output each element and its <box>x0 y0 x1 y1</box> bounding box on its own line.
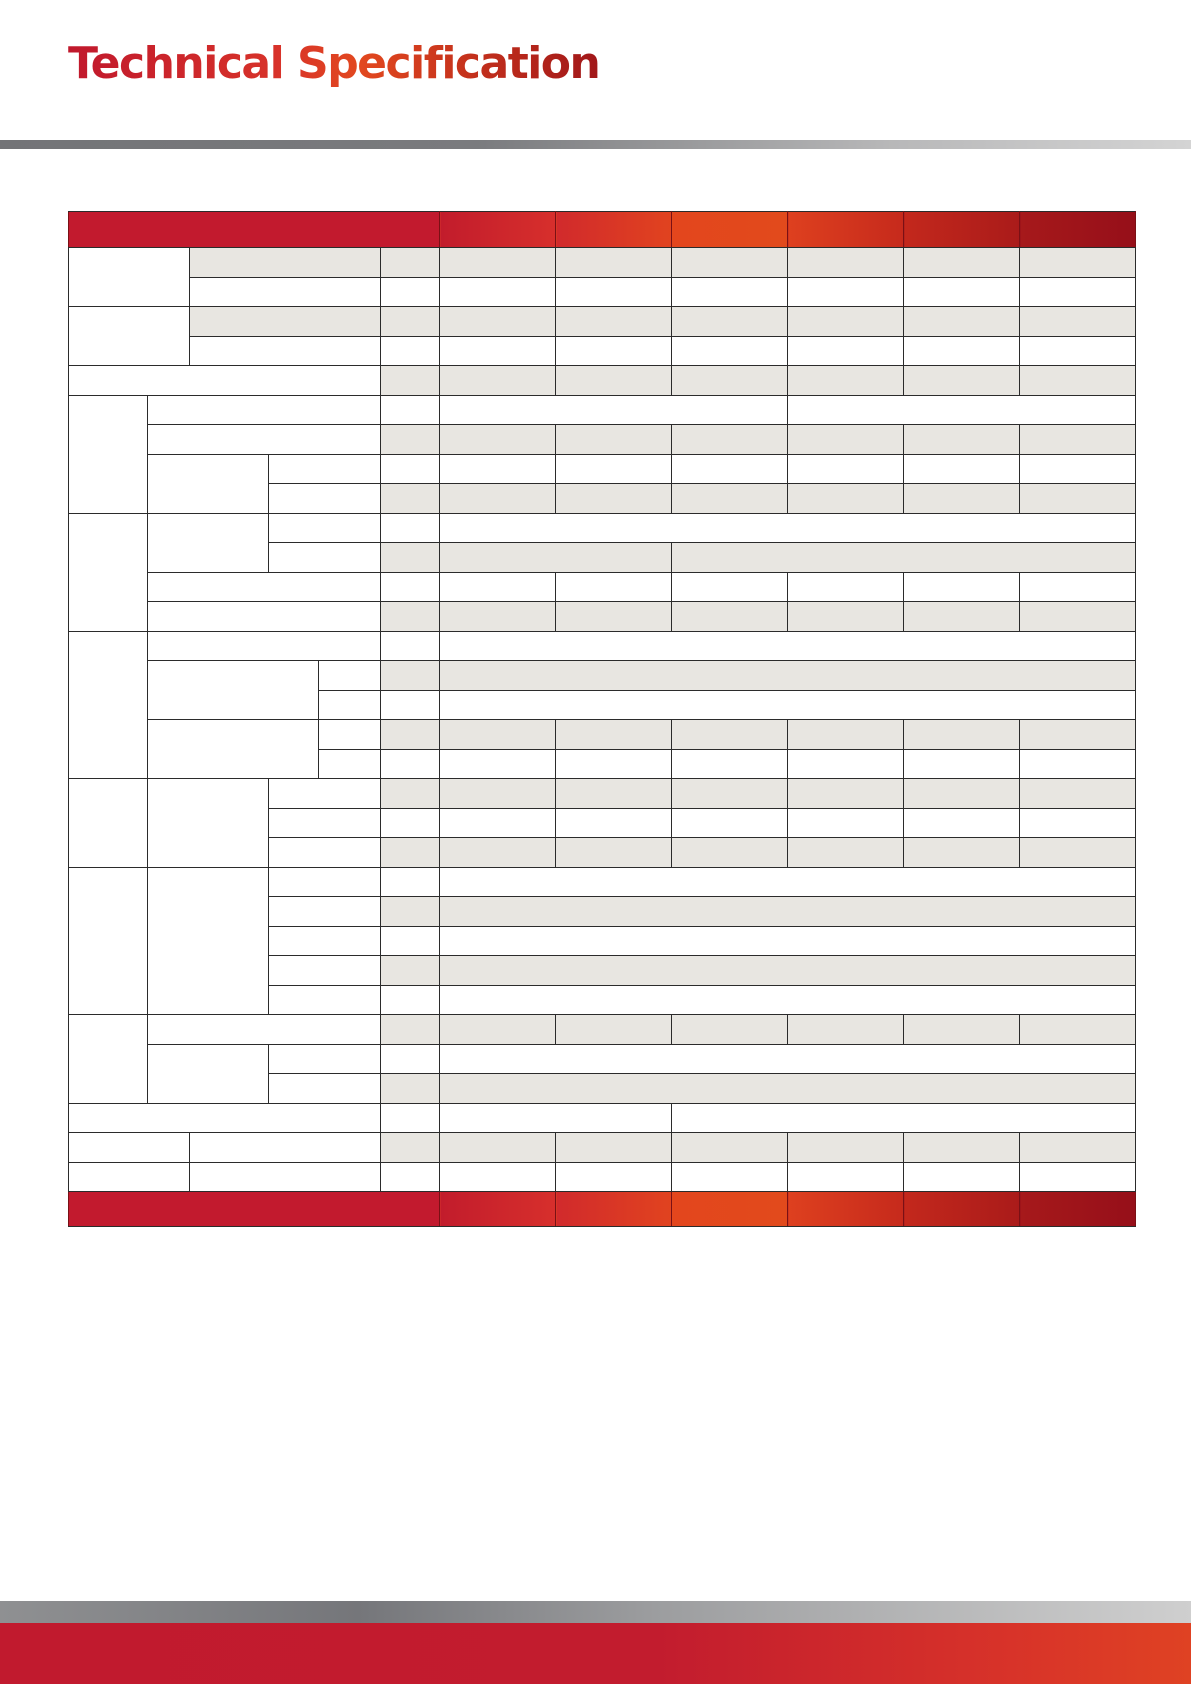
value-cell <box>440 248 556 278</box>
unit-cell <box>381 808 440 838</box>
unit-cell <box>381 956 440 986</box>
param-label-cell <box>148 631 381 661</box>
value-cell <box>556 454 672 484</box>
table-row <box>69 454 1136 484</box>
unit-cell <box>381 307 440 337</box>
table-row <box>69 572 1136 602</box>
value-cell <box>440 808 556 838</box>
unit-cell <box>381 277 440 307</box>
value-cell <box>556 838 672 868</box>
value-cell <box>672 749 788 779</box>
value-cell <box>556 1162 672 1192</box>
unit-cell <box>381 897 440 927</box>
value-cell <box>556 366 672 396</box>
param-label-cell <box>269 867 381 897</box>
subgroup-label-cell <box>148 779 269 868</box>
value-cell <box>788 336 904 366</box>
value-cell <box>904 366 1020 396</box>
unit-cell <box>381 1074 440 1104</box>
param-label-cell <box>148 395 381 425</box>
param-label-cell <box>190 1162 381 1192</box>
value-cell <box>440 1133 556 1163</box>
unit-cell <box>381 779 440 809</box>
value-cell <box>1020 838 1136 868</box>
value-cell <box>672 779 788 809</box>
table-row <box>69 307 1136 337</box>
table-row <box>69 661 1136 691</box>
value-cell <box>556 602 672 632</box>
value-cell <box>440 336 556 366</box>
param-label-cell <box>269 1044 381 1074</box>
spec-table <box>68 211 1136 1227</box>
value-cell <box>1020 277 1136 307</box>
param-label-cell <box>190 277 381 307</box>
table-row <box>69 1103 1136 1133</box>
value-cell <box>672 307 788 337</box>
param-label-cell <box>69 366 381 396</box>
value-cell <box>556 572 672 602</box>
value-cell <box>440 926 1136 956</box>
param-label-cell <box>190 1133 381 1163</box>
value-cell <box>556 307 672 337</box>
value-cell <box>672 366 788 396</box>
value-cell <box>1020 1015 1136 1045</box>
unit-cell <box>381 425 440 455</box>
subgroup-label-cell <box>148 661 319 720</box>
value-cell <box>440 277 556 307</box>
value-cell <box>904 1162 1020 1192</box>
value-cell <box>440 838 556 868</box>
value-cell <box>788 454 904 484</box>
param-label-cell <box>269 484 381 514</box>
footer-cell-label <box>69 1192 440 1227</box>
group-label-cell <box>69 779 148 868</box>
value-cell <box>904 484 1020 514</box>
value-cell <box>440 1103 672 1133</box>
param-label-cell <box>319 661 381 691</box>
param-label-cell <box>269 454 381 484</box>
param-label-cell <box>269 838 381 868</box>
value-cell <box>788 395 1136 425</box>
value-cell <box>904 425 1020 455</box>
value-cell <box>788 1015 904 1045</box>
group-label-cell <box>69 631 148 779</box>
unit-cell <box>381 838 440 868</box>
unit-cell <box>381 720 440 750</box>
group-label-cell <box>69 1162 190 1192</box>
subgroup-label-cell <box>148 867 269 1015</box>
value-cell <box>1020 366 1136 396</box>
header-cell-model <box>440 212 556 248</box>
unit-cell <box>381 1162 440 1192</box>
value-cell <box>556 779 672 809</box>
param-label-cell <box>269 779 381 809</box>
table-row <box>69 867 1136 897</box>
header-divider <box>0 140 1191 149</box>
unit-cell <box>381 336 440 366</box>
param-label-cell <box>69 1103 381 1133</box>
param-label-cell <box>148 425 381 455</box>
unit-cell <box>381 484 440 514</box>
table-row <box>69 1162 1136 1192</box>
param-label-cell <box>190 336 381 366</box>
table-header-row <box>69 212 1136 248</box>
value-cell <box>672 1015 788 1045</box>
value-cell <box>788 1162 904 1192</box>
group-label-cell <box>69 1015 148 1104</box>
group-label-cell <box>69 867 148 1015</box>
header-cell-model <box>788 212 904 248</box>
value-cell <box>556 808 672 838</box>
value-cell <box>904 749 1020 779</box>
value-cell <box>556 248 672 278</box>
value-cell <box>672 336 788 366</box>
value-cell <box>1020 307 1136 337</box>
value-cell <box>788 484 904 514</box>
value-cell <box>440 1074 1136 1104</box>
unit-cell <box>381 366 440 396</box>
table-footer-row <box>69 1192 1136 1227</box>
value-cell <box>556 336 672 366</box>
group-label-cell <box>69 248 190 307</box>
subgroup-label-cell <box>148 454 269 513</box>
param-label-cell <box>319 690 381 720</box>
value-cell <box>440 1044 1136 1074</box>
value-cell <box>440 867 1136 897</box>
value-cell <box>556 749 672 779</box>
param-label-cell <box>269 926 381 956</box>
value-cell <box>440 985 1136 1015</box>
unit-cell <box>381 1015 440 1045</box>
value-cell <box>904 1133 1020 1163</box>
value-cell <box>440 897 1136 927</box>
value-cell <box>672 248 788 278</box>
value-cell <box>904 779 1020 809</box>
value-cell <box>788 808 904 838</box>
footer-cell-model <box>672 1192 788 1227</box>
value-cell <box>440 720 556 750</box>
value-cell <box>672 1162 788 1192</box>
table-row <box>69 631 1136 661</box>
param-label-cell <box>269 1074 381 1104</box>
param-label-cell <box>269 956 381 986</box>
table-row <box>69 248 1136 278</box>
value-cell <box>440 779 556 809</box>
footer-cell-model <box>788 1192 904 1227</box>
value-cell <box>672 808 788 838</box>
value-cell <box>788 307 904 337</box>
value-cell <box>904 572 1020 602</box>
group-label-cell <box>69 395 148 513</box>
table-row <box>69 513 1136 543</box>
unit-cell <box>381 867 440 897</box>
value-cell <box>904 602 1020 632</box>
page-title: Technical Specification <box>68 34 599 94</box>
unit-cell <box>381 1103 440 1133</box>
unit-cell <box>381 661 440 691</box>
unit-cell <box>381 572 440 602</box>
value-cell <box>440 749 556 779</box>
value-cell <box>672 454 788 484</box>
value-cell <box>1020 1162 1136 1192</box>
value-cell <box>788 838 904 868</box>
unit-cell <box>381 395 440 425</box>
value-cell <box>672 543 1136 573</box>
group-label-cell <box>69 307 190 366</box>
value-cell <box>440 513 1136 543</box>
param-label-cell <box>269 985 381 1015</box>
subgroup-label-cell <box>148 513 269 572</box>
value-cell <box>1020 720 1136 750</box>
param-label-cell <box>148 572 381 602</box>
unit-cell <box>381 1044 440 1074</box>
footer-cell-model <box>1020 1192 1136 1227</box>
value-cell <box>1020 572 1136 602</box>
table-row <box>69 366 1136 396</box>
param-label-cell <box>319 749 381 779</box>
param-label-cell <box>190 248 381 278</box>
header-cell-model <box>672 212 788 248</box>
value-cell <box>556 1015 672 1045</box>
value-cell <box>1020 454 1136 484</box>
header-cell-label <box>69 212 440 248</box>
table-row <box>69 425 1136 455</box>
table-row <box>69 720 1136 750</box>
value-cell <box>904 454 1020 484</box>
footer-cell-model <box>440 1192 556 1227</box>
value-cell <box>672 277 788 307</box>
value-cell <box>440 690 1136 720</box>
value-cell <box>672 838 788 868</box>
param-label-cell <box>148 1015 381 1045</box>
group-label-cell <box>69 513 148 631</box>
value-cell <box>440 366 556 396</box>
value-cell <box>1020 808 1136 838</box>
value-cell <box>788 366 904 396</box>
value-cell <box>788 720 904 750</box>
value-cell <box>1020 1133 1136 1163</box>
subgroup-label-cell <box>148 1044 269 1103</box>
param-label-cell <box>190 307 381 337</box>
unit-cell <box>381 985 440 1015</box>
value-cell <box>672 1133 788 1163</box>
value-cell <box>904 336 1020 366</box>
footer-cell-model <box>904 1192 1020 1227</box>
value-cell <box>1020 779 1136 809</box>
param-label-cell <box>148 602 381 632</box>
value-cell <box>440 572 556 602</box>
param-label-cell <box>269 808 381 838</box>
value-cell <box>440 543 672 573</box>
value-cell <box>672 720 788 750</box>
value-cell <box>1020 484 1136 514</box>
value-cell <box>788 248 904 278</box>
value-cell <box>1020 749 1136 779</box>
value-cell <box>1020 336 1136 366</box>
value-cell <box>440 602 556 632</box>
param-label-cell <box>269 543 381 573</box>
value-cell <box>556 720 672 750</box>
value-cell <box>440 631 1136 661</box>
value-cell <box>440 395 788 425</box>
unit-cell <box>381 543 440 573</box>
value-cell <box>1020 602 1136 632</box>
value-cell <box>672 602 788 632</box>
header-cell-model <box>1020 212 1136 248</box>
unit-cell <box>381 1133 440 1163</box>
value-cell <box>788 572 904 602</box>
value-cell <box>440 1015 556 1045</box>
unit-cell <box>381 602 440 632</box>
value-cell <box>904 307 1020 337</box>
value-cell <box>440 454 556 484</box>
value-cell <box>788 1133 904 1163</box>
value-cell <box>556 277 672 307</box>
value-cell <box>440 956 1136 986</box>
value-cell <box>788 425 904 455</box>
value-cell <box>904 1015 1020 1045</box>
value-cell <box>904 720 1020 750</box>
value-cell <box>1020 425 1136 455</box>
footer-divider <box>0 1601 1191 1623</box>
value-cell <box>440 307 556 337</box>
unit-cell <box>381 631 440 661</box>
param-label-cell <box>319 720 381 750</box>
value-cell <box>788 277 904 307</box>
value-cell <box>672 1103 1136 1133</box>
value-cell <box>440 484 556 514</box>
value-cell <box>440 425 556 455</box>
table-row <box>69 1044 1136 1074</box>
value-cell <box>556 425 672 455</box>
value-cell <box>904 277 1020 307</box>
footer-band <box>0 1623 1191 1684</box>
value-cell <box>556 484 672 514</box>
unit-cell <box>381 690 440 720</box>
table-row <box>69 336 1136 366</box>
unit-cell <box>381 454 440 484</box>
value-cell <box>672 425 788 455</box>
header-cell-model <box>904 212 1020 248</box>
table-row <box>69 1133 1136 1163</box>
param-label-cell <box>269 513 381 543</box>
value-cell <box>440 1162 556 1192</box>
unit-cell <box>381 248 440 278</box>
value-cell <box>556 1133 672 1163</box>
header-cell-model <box>556 212 672 248</box>
value-cell <box>904 248 1020 278</box>
unit-cell <box>381 926 440 956</box>
table-row <box>69 1015 1136 1045</box>
param-label-cell <box>269 897 381 927</box>
group-label-cell <box>69 1133 190 1163</box>
table-row <box>69 395 1136 425</box>
table-row <box>69 602 1136 632</box>
value-cell <box>788 749 904 779</box>
subgroup-label-cell <box>148 720 319 779</box>
value-cell <box>904 838 1020 868</box>
footer-cell-model <box>556 1192 672 1227</box>
value-cell <box>672 484 788 514</box>
value-cell <box>440 661 1136 691</box>
table-row <box>69 779 1136 809</box>
value-cell <box>788 602 904 632</box>
table-row <box>69 277 1136 307</box>
unit-cell <box>381 513 440 543</box>
value-cell <box>672 572 788 602</box>
value-cell <box>904 808 1020 838</box>
unit-cell <box>381 749 440 779</box>
value-cell <box>1020 248 1136 278</box>
value-cell <box>788 779 904 809</box>
